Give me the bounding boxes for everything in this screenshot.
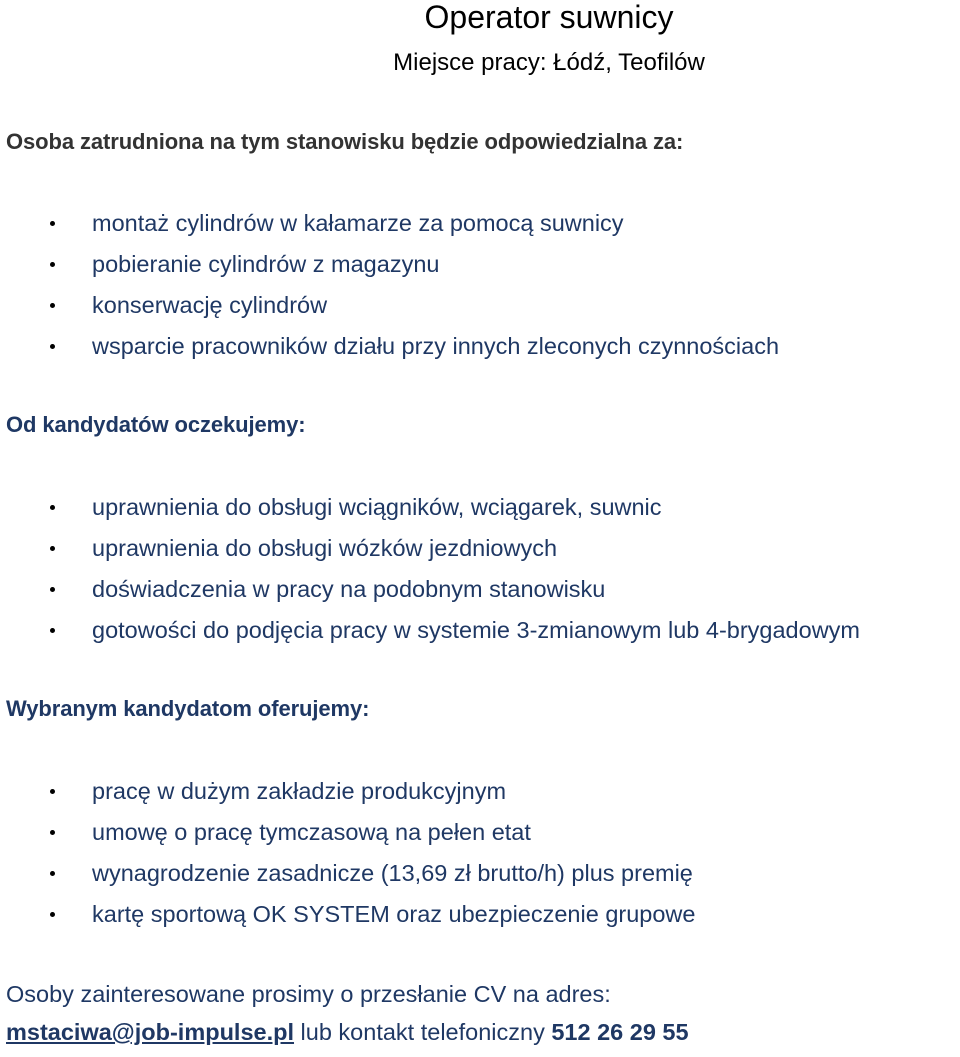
list-item: konserwację cylindrów <box>0 290 779 331</box>
responsibilities-list <box>0 208 779 372</box>
contact-phone-text: lub kontakt telefoniczny <box>294 1019 552 1045</box>
list-item: pobieranie cylindrów z magazynu <box>0 249 779 290</box>
requirements-heading: Od kandydatów oczekujemy: <box>6 412 306 437</box>
job-location: Miejsce pracy: Łódź, Teofilów <box>393 49 705 76</box>
list-item: uprawnienia do obsługi wciągników, wciągarek, suwnic <box>0 492 860 533</box>
page-title: Operator suwnicy <box>424 0 674 35</box>
email-link[interactable]: mstaciwa@job-impulse.pl <box>6 1019 295 1045</box>
list-item: wsparcie pracowników działu przy innych zleconych czynnościach <box>0 331 779 372</box>
requirements-list <box>0 492 860 656</box>
contact-intro: Osoby zainteresowane prosimy o przesłanie CV na adres: <box>6 981 611 1007</box>
phone-number: 512 26 29 55 <box>551 1019 689 1045</box>
offer-heading: Wybranym kandydatom oferujemy: <box>6 696 370 721</box>
list-item: pracę w dużym zakładzie produkcyjnym <box>0 776 695 817</box>
list-item: wynagrodzenie zasadnicze (13,69 zł brutto/h) plus premię <box>0 858 695 899</box>
list-item: uprawnienia do obsługi wózków jezdniowych <box>0 533 860 574</box>
list-item: gotowości do podjęcia pracy w systemie 3-zmianowym lub 4-brygadowym <box>0 615 860 656</box>
list-item: umowę o pracę tymczasową na pełen etat <box>0 817 695 858</box>
list-item: montaż cylindrów w kałamarze za pomocą suwnicy <box>0 208 779 249</box>
list-item: doświadczenia w pracy na podobnym stanowisku <box>0 574 860 615</box>
offer-list <box>0 776 695 940</box>
list-item: kartę sportową OK SYSTEM oraz ubezpieczenie grupowe <box>0 899 695 940</box>
responsibilities-heading: Osoba zatrudniona na tym stanowisku będzie odpowiedzialna za: <box>6 129 684 154</box>
contact-details <box>6 1017 689 1047</box>
